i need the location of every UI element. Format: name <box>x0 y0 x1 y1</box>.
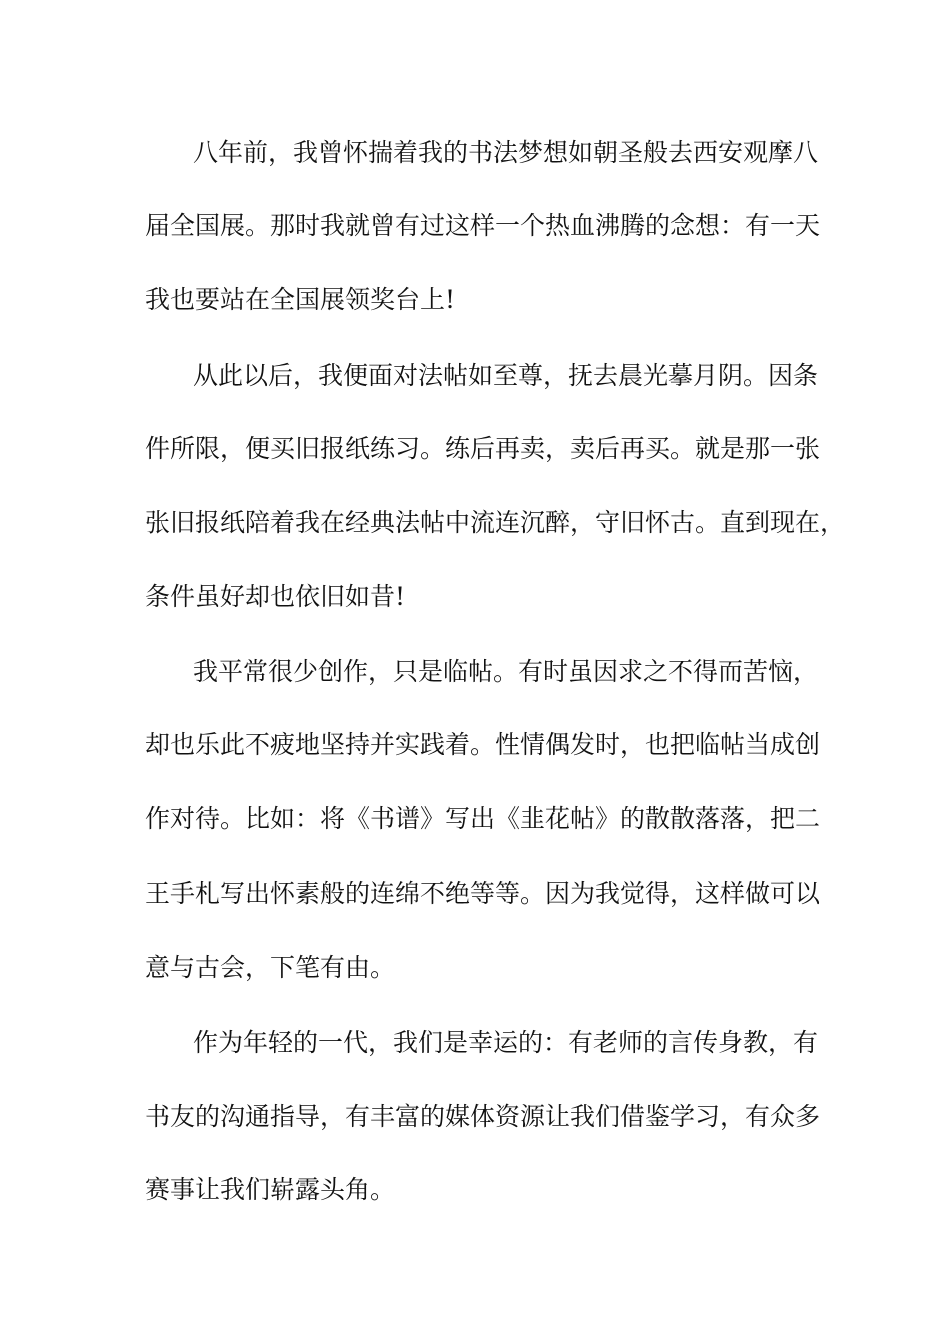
paragraph-3-line-4: 王手札写出怀素般的连绵不绝等等。因为我觉得，这样做可以 <box>145 879 821 908</box>
paragraph-2-line-4: 条件虽好却也依旧如昔! <box>145 582 406 611</box>
paragraph-3-line-1: 我平常很少创作，只是临帖。有时虽因求之不得而苦恼， <box>193 657 819 686</box>
paragraph-4-line-1: 作为年轻的一代，我们是幸运的：有老师的言传身教，有 <box>193 1028 819 1057</box>
paragraph-2-line-2: 件所限，便买旧报纸练习。练后再卖，卖后再买。就是那一张 <box>145 434 821 463</box>
paragraph-2-line-3: 张旧报纸陪着我在经典法帖中流连沉醉，守旧怀古。直到现在， <box>145 508 846 537</box>
paragraph-2-line-1: 从此以后，我便面对法帖如至尊，抚去晨光摹月阴。因条 <box>193 361 819 390</box>
paragraph-1-line-1: 八年前，我曾怀揣着我的书法梦想如朝圣般去西安观摩八 <box>193 138 819 167</box>
paragraph-3-line-2: 却也乐此不疲地坚持并实践着。性情偶发时，也把临帖当成创 <box>145 730 821 759</box>
paragraph-3-line-3: 作对待。比如：将《书谱》写出《韭花帖》的散散落落，把二 <box>145 804 821 833</box>
paragraph-4-line-2: 书友的沟通指导，有丰富的媒体资源让我们借鉴学习，有众多 <box>145 1102 821 1131</box>
paragraph-1-line-3: 我也要站在全国展领奖台上! <box>145 285 456 314</box>
paragraph-3-line-5: 意与古会，下笔有由。 <box>145 953 396 982</box>
paragraph-4-line-3: 赛事让我们崭露头角。 <box>145 1175 396 1204</box>
paragraph-1-line-2: 届全国展。那时我就曾有过这样一个热血沸腾的念想：有一天 <box>145 211 821 240</box>
